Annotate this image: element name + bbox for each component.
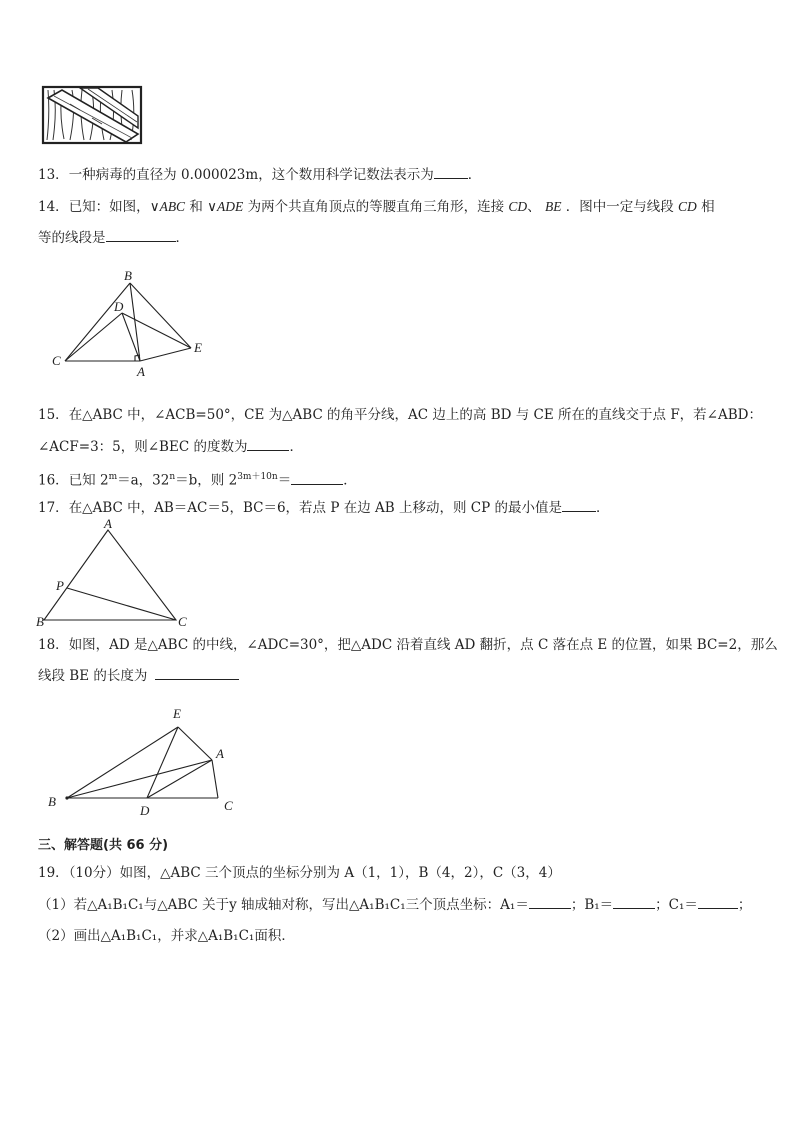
q14-triangle-ade: ∨ADE — [207, 199, 244, 214]
q14-segment-be: BE — [544, 199, 562, 214]
q19-c1-blank — [698, 896, 738, 909]
section-3-heading: 三、解答题(共 66 分) — [38, 838, 169, 853]
q18-number: 18． — [38, 637, 69, 653]
q14-text-3: ．图中一定与线段 — [561, 199, 679, 215]
question-14-line1 — [38, 198, 715, 216]
q18-text-2: 线段 BE 的长度为 — [38, 668, 148, 684]
q14-label-c: C — [52, 353, 61, 368]
question-15-line2 — [38, 438, 303, 456]
q18-label-b: B — [48, 794, 56, 809]
q18-label-e: E — [173, 706, 181, 721]
q16-end: ． — [343, 472, 357, 489]
q16-text-2: ＝a，32 — [117, 472, 170, 489]
q17-label-a: A — [104, 518, 112, 531]
q19-part1-end: ； — [737, 897, 752, 913]
q18-answer-blank — [155, 667, 239, 680]
q16-text-4: ＝ — [277, 472, 292, 489]
q14-segment-cd: CD — [508, 199, 528, 214]
question-14-line2 — [38, 229, 189, 247]
q19-a1-blank — [529, 896, 571, 909]
q16-text-1: 已知 2 — [68, 472, 109, 489]
q15-answer-blank — [247, 438, 289, 451]
question-16 — [38, 468, 357, 490]
q18-text-1: 如图，AD 是△ABC 的中线，∠ADC=30°，把△ADC 沿着直线 AD 翻折，点 C 落在点 E 的位置，如果 BC=2，那么 — [68, 637, 778, 653]
q19-intro-text: （10分）如图，△ABC 三个顶点的坐标分别为 A（1，1），B（4，2），C（3，4） — [68, 865, 561, 881]
q14-and: 和 — [185, 199, 208, 215]
q17-label-p: P — [56, 578, 64, 593]
q13-number: 13． — [38, 167, 69, 183]
q16-exp-3: 3m＋10n — [237, 472, 278, 482]
q14-text-1: 已知：如图， — [68, 199, 150, 215]
question-13 — [38, 166, 481, 184]
q14-text-2: 为两个共直角顶点的等腰直角三角形，连接 — [243, 199, 509, 215]
question-15-line1 — [38, 406, 762, 424]
q14-label-b: B — [124, 268, 132, 283]
q19-b1-blank — [613, 896, 655, 909]
question-18-line1 — [38, 636, 778, 654]
q19-number: 19． — [38, 865, 69, 881]
q18-figure — [42, 704, 242, 820]
q14-answer-blank — [106, 229, 176, 242]
q19-part1-b1: ；B₁＝ — [570, 897, 614, 913]
q13-text: 一种病毒的直径为 0.000023m，这个数用科学记数法表示为 — [68, 167, 434, 183]
q17-label-c: C — [178, 614, 187, 629]
q17-answer-blank — [562, 499, 596, 512]
q14-label-e: E — [194, 340, 202, 355]
question-17 — [38, 499, 609, 517]
question-19-intro — [38, 864, 561, 882]
q14-segment-cd-2: CD — [678, 199, 697, 214]
q14-text-4: 相 — [696, 199, 715, 215]
q16-answer-blank — [291, 472, 343, 485]
q15-number: 15． — [38, 407, 69, 423]
q15-end: ． — [289, 439, 303, 455]
q16-number: 16． — [38, 472, 69, 489]
q18-label-c: C — [224, 798, 233, 813]
q14-end: ． — [175, 230, 189, 246]
q13-end: ． — [467, 167, 482, 183]
q14-triangle-abc: ∨ABC — [149, 199, 186, 214]
question-18-line2 — [38, 667, 239, 685]
q16-text-3: ＝b，则 2 — [175, 472, 238, 489]
q14-sep: 、 — [527, 199, 545, 215]
q18-label-a: A — [216, 746, 224, 761]
q16-exp-1: m — [108, 472, 118, 482]
q14-label-d: D — [114, 299, 124, 314]
q17-figure — [34, 518, 194, 630]
q15-text-1: 在△ABC 中，∠ACB=50°，CE 为△ABC 的角平分线，AC 边上的高 BD 与 CE 所在的直线交于点 F，若∠ABD： — [68, 407, 762, 423]
q14-figure — [48, 268, 218, 380]
q17-text: 在△ABC 中，AB＝AC＝5，BC＝6，若点 P 在边 AB 上移动，则 CP 的最小值是 — [68, 500, 562, 516]
q14-line2-text: 等的线段是 — [38, 230, 106, 246]
q18-label-d: D — [140, 803, 150, 818]
wood-figure — [40, 84, 144, 146]
q14-label-a: A — [137, 364, 145, 379]
q13-answer-blank — [434, 166, 468, 179]
q17-end: ． — [595, 500, 610, 516]
q19-part1-text: （1）若△A₁B₁C₁与△ABC 关于y 轴成轴对称，写出△A₁B₁C₁三个顶点坐标：A₁＝ — [38, 897, 529, 913]
question-19-part2: （2）画出△A₁B₁C₁，并求△A₁B₁C₁面积． — [38, 928, 295, 944]
q17-number: 17． — [38, 500, 69, 516]
q16-exp-2: n — [169, 472, 176, 482]
q19-part1-c1: ；C₁＝ — [655, 897, 698, 913]
q14-number: 14． — [38, 199, 69, 215]
question-19-part1 — [38, 896, 751, 914]
q15-text-2: ∠ACF=3：5，则∠BEC 的度数为 — [38, 439, 248, 455]
q17-label-b: B — [36, 614, 44, 629]
